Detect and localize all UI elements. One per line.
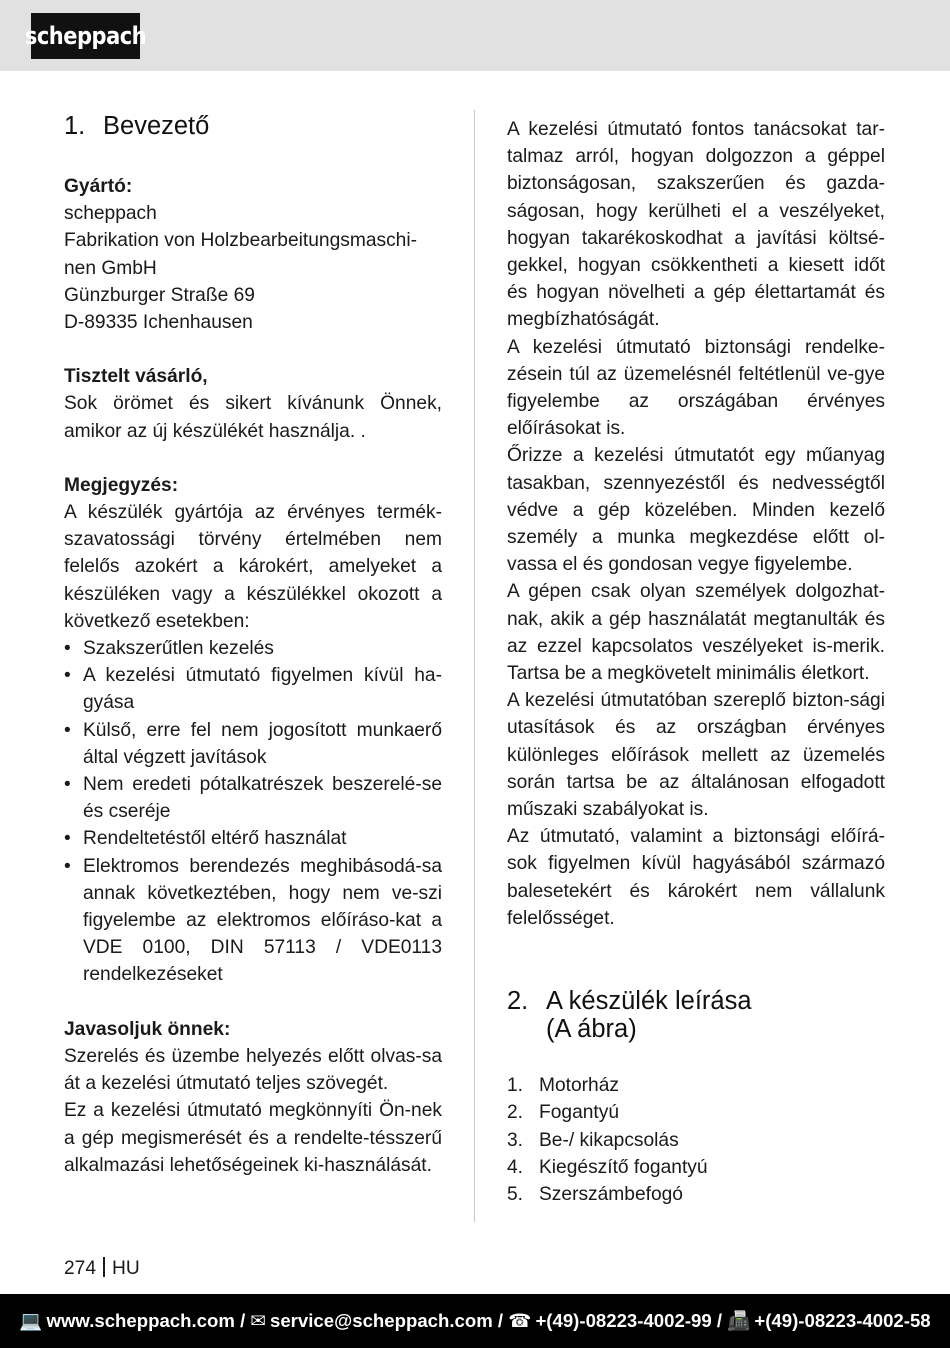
section-number: 2.	[507, 987, 529, 1016]
parts-list	[507, 1072, 885, 1208]
section-subtitle: (A ábra)	[546, 1015, 637, 1044]
section-title: Bevezető	[103, 112, 210, 140]
phone-icon: ☎	[508, 1310, 532, 1331]
manufacturer-line: D-89335 Ichenhausen	[64, 312, 253, 334]
page-footer	[0, 1294, 950, 1348]
manufacturer-line: Fabrikation von Holzbearbeitungsmaschi-	[64, 230, 418, 252]
page-number-value: 274	[64, 1258, 97, 1279]
left-column	[64, 112, 442, 1179]
list-item: • Nem eredeti pótalkatrészek beszerelé-se és cseréje	[64, 774, 442, 823]
recommend-label: Javasoljuk önnek:	[64, 1018, 231, 1040]
right-column	[507, 116, 885, 1208]
list-item: 4. Kiegészítő fogantyú	[507, 1156, 708, 1178]
paragraph: A kezelési útmutató fontos tanácsokat tar-talmaz arról, hogyan dolgozzon a géppel biztonságosan, szakszerűen és gazda-ságosan, hogy kerülheti el a veszélyeket, hogyan takarékoskodhat a javítási költsé-gekkel, hogyan csökkentheti a kiesett időt és hogyan növelheti a gép élettartamát és megbízhatóságát.	[507, 119, 885, 331]
list-item: • Szakszerűtlen kezelés	[64, 638, 274, 660]
page-header	[0, 0, 950, 71]
fax-number: +(49)-08223-4002-58	[754, 1310, 931, 1331]
paragraph: A kezelési útmutatóban szereplő bizton-sági utasítások és az országban érvényes különleges előírások mellett az üzemelés során tartsa be az általánosan elfogadott műszaki szabályokat is.	[507, 690, 885, 821]
section-1-heading	[64, 112, 442, 140]
section-number: 1.	[64, 112, 86, 140]
column-divider	[474, 110, 475, 1222]
recommend-text: Szerelés és üzembe helyezés előtt olvas-sa át a kezelési útmutató teljes szövegét.	[64, 1045, 442, 1095]
page-number	[64, 1255, 140, 1282]
list-item: • Elektromos berendezés meghibásodá-sa annak következtében, hogy nem ve-szi figyelembe az elektromos előíráso-kat a VDE 0100, DIN 57113 / VDE0113 rendelkezéseket	[64, 855, 442, 986]
manufacturer-line: nen GmbH	[64, 257, 157, 279]
greeting-label: Tisztelt vásárló,	[64, 366, 208, 388]
section-title: A készülék leírása	[546, 987, 752, 1016]
manufacturer-line: Günzburger Straße 69	[64, 284, 255, 306]
website-link[interactable]: www.scheppach.com /	[46, 1310, 246, 1331]
list-item: 2. Fogantyú	[507, 1102, 620, 1124]
email-icon: ✉	[250, 1310, 266, 1331]
list-item: 3. Be-/ kikapcsolás	[507, 1129, 679, 1151]
paragraph: A kezelési útmutató biztonsági rendelke-zésein túl az üzemelésnél feltétlenül ve-gye figyelembe az országában érvényes előírásokat is.	[507, 336, 885, 440]
fax-icon: 📠	[727, 1310, 751, 1331]
computer-icon: 💻	[19, 1310, 43, 1331]
section-2-heading	[507, 987, 885, 1043]
liability-list	[64, 635, 442, 989]
note-label: Megjegyzés:	[64, 474, 179, 496]
manufacturer-label: Gyártó:	[64, 176, 133, 197]
list-item: 5. Szerszámbefogó	[507, 1183, 683, 1205]
divider	[103, 1257, 105, 1277]
scheppach-logo: scheppach	[31, 13, 140, 59]
list-item: • A kezelési útmutató figyelmen kívül ha-gyása	[64, 665, 442, 714]
recommend-text: Ez a kezelési útmutató megkönnyíti Ön-nek a gép megismerését és a rendelte-tésszerű alkalmazási lehetőségeinek ki-használását.	[64, 1100, 442, 1176]
list-item: • Külső, erre fel nem jogosított munkaerő által végzett javítások	[64, 719, 442, 768]
manufacturer-line: scheppach	[64, 203, 157, 225]
paragraph: A gépen csak olyan személyek dolgozhat-nak, akik a gép használatát megtanulták és az ezzel kapcsolatos veszélyeket is-merik. Tartsa be a megkövetelt minimális életkort.	[507, 581, 885, 685]
email-link[interactable]: service@scheppach.com /	[270, 1310, 504, 1331]
note-text: A készülék gyártója az érvényes termék-szavatossági törvény értelmében nem felelős azokért a károkért, amelyeket a készüléken vagy a készülékkel okozott a következő esetekben:	[64, 502, 442, 632]
list-item: 1. Motorház	[507, 1075, 619, 1097]
language-code: HU	[112, 1258, 140, 1279]
phone-number: +(49)-08223-4002-99 /	[535, 1310, 723, 1331]
list-item: • Rendeltetéstől eltérő használat	[64, 828, 347, 850]
paragraph: Őrizze a kezelési útmutatót egy műanyag tasakban, szennyezéstől és nedvességtől védve a gép közelében. Minden kezelő személy a munka megkezdése előtt ol-vassa el és gondosan vegye figyelembe.	[507, 445, 885, 576]
greeting-text: Sok örömet és sikert kívánunk Önnek, amikor az új készülékét használja. .	[64, 393, 442, 442]
paragraph: Az útmutató, valamint a biztonsági előírá-sok figyelmen kívül hagyásából származó balesetekért és károkért nem vállalunk felelősséget.	[507, 826, 885, 929]
